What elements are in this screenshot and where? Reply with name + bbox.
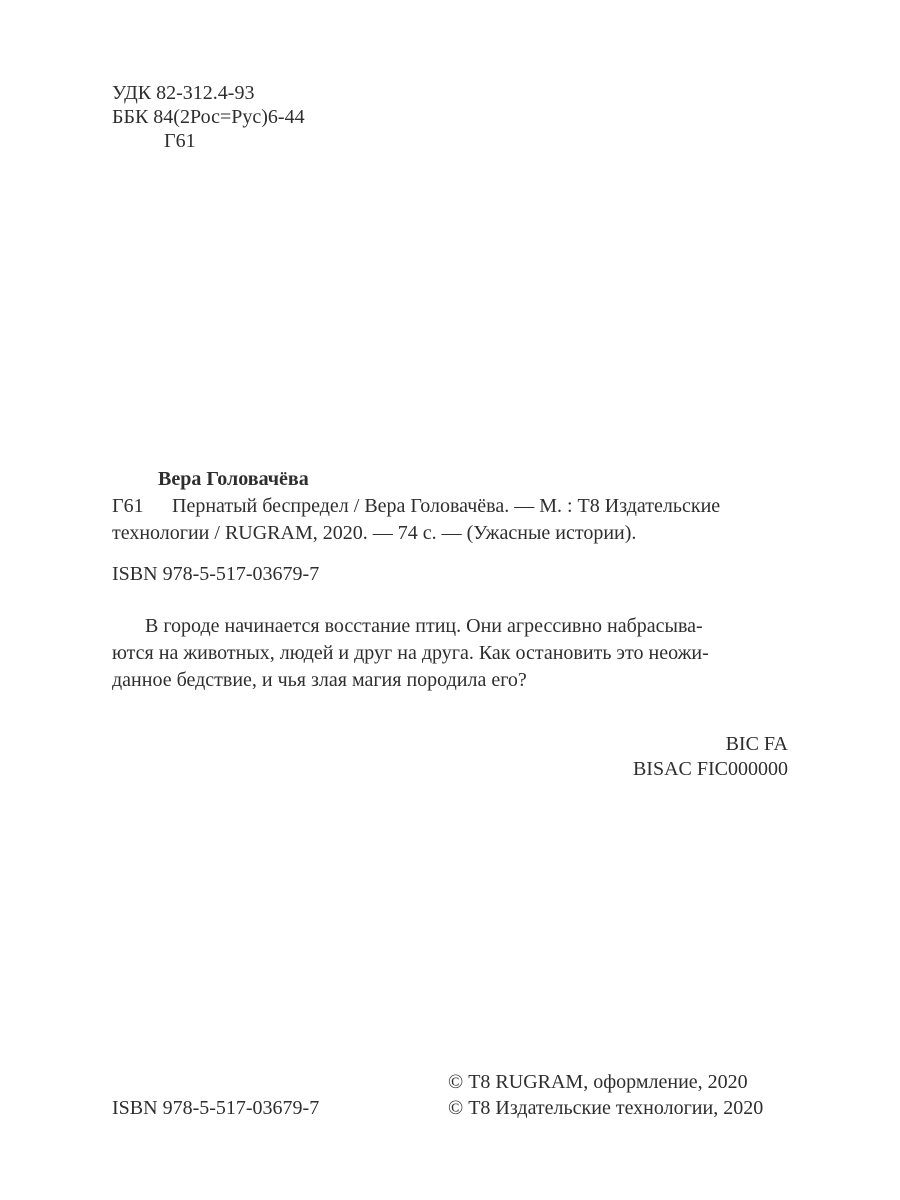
text-line: В городе начинается восстание птиц. Они агрессивно набрасыва-: [145, 615, 703, 637]
copyright-block: [448, 1069, 763, 1121]
author-name: Вера Головачёва: [158, 468, 309, 490]
isbn-number: ISBN 978-5-517-03679-7: [112, 563, 320, 585]
catalog-entry-text: [112, 493, 802, 547]
text-line: ются на животных, людей и друг на друга. Как остановить это неожи-: [112, 642, 709, 664]
catalog-entry: [112, 493, 802, 547]
bic-code: BIC FA: [725, 733, 788, 755]
text-line: Пернатый беспредел / Вера Головачёва. — М. : Т8 Издательские: [172, 495, 721, 517]
catalog-author-sign: Г61: [112, 495, 144, 517]
author-sign: Г61: [164, 130, 196, 152]
text-line: данное бедствие, и чья злая магия породила его?: [112, 669, 527, 691]
bbk-code: ББК 84(2Рос=Рус)6-44: [112, 106, 305, 128]
udk-code: УДК 82-312.4-93: [112, 82, 255, 104]
subject-codes-block: [112, 732, 788, 782]
bisac-code: BISAC FIC000000: [632, 758, 788, 780]
footer-isbn-number: ISBN 978-5-517-03679-7: [112, 1097, 320, 1119]
catalog-card: [112, 466, 802, 547]
text-line: © Т8 Издательские технологии, 2020: [448, 1097, 764, 1119]
annotation-paragraph: [112, 613, 802, 694]
classification-block: [112, 81, 305, 153]
text-line: © Т8 RUGRAM, оформление, 2020: [448, 1071, 748, 1093]
text-line: технологии / RUGRAM, 2020. — 74 с. — (Ужасные истории).: [112, 522, 637, 544]
